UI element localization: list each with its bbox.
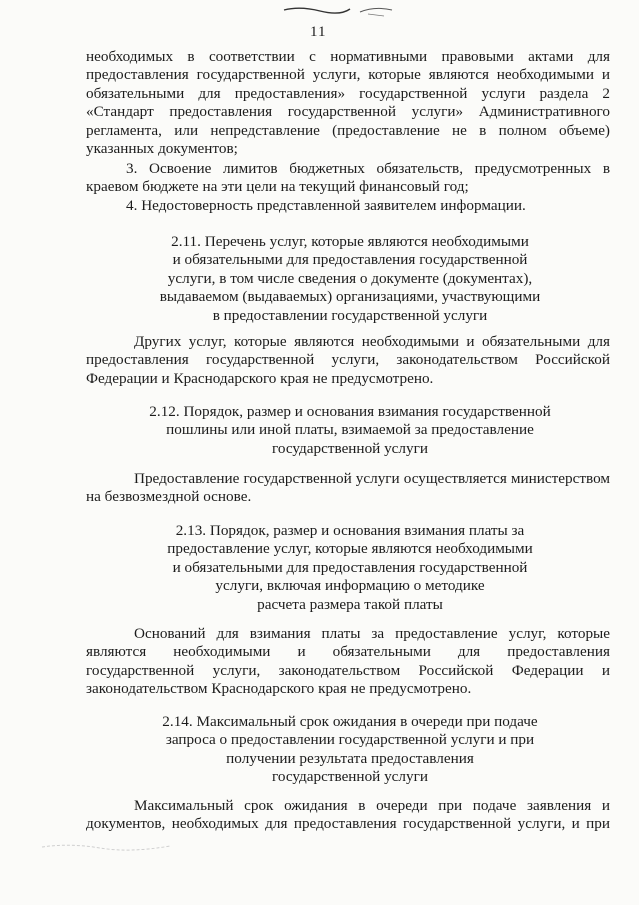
text-line: Федерации и Краснодарского края не предусмотрено.	[86, 369, 434, 387]
text-line: краевом бюджете на эти цели на текущий финансовый год;	[86, 178, 469, 196]
text-line: являются необходимыми и обязательными для предоставления	[86, 643, 610, 661]
text-line: обязательными для предоставления» государственной услуги раздела 2	[86, 84, 610, 102]
scan-artifact	[280, 2, 400, 20]
heading-line: и обязательными для предоставления государственной	[172, 558, 528, 576]
section-heading-2-12	[120, 403, 580, 458]
text-line: на безвозмездной основе.	[86, 488, 252, 506]
heading-line: 2.13. Порядок, размер и основания взимания платы за	[175, 522, 525, 539]
text-line: предоставления государственной услуги, которые являются необходимыми и	[86, 66, 610, 84]
heading-line: 2.11. Перечень услуг, которые являются необходимыми	[171, 233, 529, 250]
paragraph-2-12	[86, 470, 610, 507]
heading-line: получении результата предоставления	[226, 749, 474, 767]
heading-line: услуги, включая информацию о методике	[215, 577, 485, 595]
text-line: «Стандарт предоставления государственной услуги» Административного	[86, 103, 610, 121]
heading-line: услуги, в том числе сведения о документе (документах),	[167, 269, 533, 287]
heading-line: расчета размера такой платы	[257, 595, 443, 613]
heading-line: 2.12. Порядок, размер и основания взимания государственной	[149, 403, 551, 420]
list-item-3	[86, 160, 610, 197]
paragraph-2-14	[86, 797, 610, 834]
list-item-4	[86, 197, 610, 215]
heading-line: запроса о предоставлении государственной услуги и при	[165, 731, 535, 749]
text-line: Оснований для взимания платы за предоставление услуг, которые	[134, 625, 610, 642]
text-line: законодательством Краснодарского края не предусмотрено.	[86, 680, 472, 698]
paragraph-2-11	[86, 333, 610, 388]
text-line: Предоставление государственной услуги осуществляется министерством	[134, 470, 610, 487]
text-line: Максимальный срок ожидания в очереди при подаче заявления и	[134, 797, 610, 814]
text-line: необходимых в соответствии с нормативными правовыми актами для	[86, 48, 610, 65]
text-line: 3. Освоение лимитов бюджетных обязательств, предусмотренных в	[126, 160, 610, 177]
section-heading-2-14	[120, 713, 580, 787]
paragraph-continuation	[86, 48, 610, 158]
text-line: регламента, или непредставление (предоставление не в полном объеме)	[86, 121, 610, 139]
heading-line: предоставление услуг, которые являются необходимыми	[167, 540, 533, 558]
heading-line: и обязательными для предоставления государственной	[172, 251, 528, 269]
heading-line: в предоставлении государственной услуги	[212, 306, 488, 324]
heading-line: выдаваемом (выдаваемых) организациями, участвующими	[159, 288, 541, 306]
scan-smudge	[40, 840, 180, 854]
heading-line: пошлины или иной платы, взимаемой за предоставление	[166, 421, 534, 439]
text-line: Других услуг, которые являются необходимыми и обязательными для	[134, 333, 610, 350]
heading-line: государственной услуги	[272, 768, 428, 786]
heading-line: 2.14. Максимальный срок ожидания в очереди при подаче	[162, 713, 538, 730]
text-line: предоставления государственной услуги, законодательством Российской	[86, 351, 610, 369]
page-number: 11	[310, 24, 327, 40]
section-heading-2-11	[120, 233, 580, 325]
section-heading-2-13	[120, 522, 580, 614]
text-line: документов, необходимых для предоставления государственной услуги, и при	[86, 815, 610, 833]
heading-line: государственной услуги	[272, 439, 428, 457]
text-line: указанных документов;	[86, 140, 238, 158]
paragraph-2-13	[86, 625, 610, 699]
text-line: государственной услуги, законодательством Российской Федерации и	[86, 661, 610, 679]
text-line: 4. Недостоверность представленной заявителем информации.	[126, 197, 526, 214]
